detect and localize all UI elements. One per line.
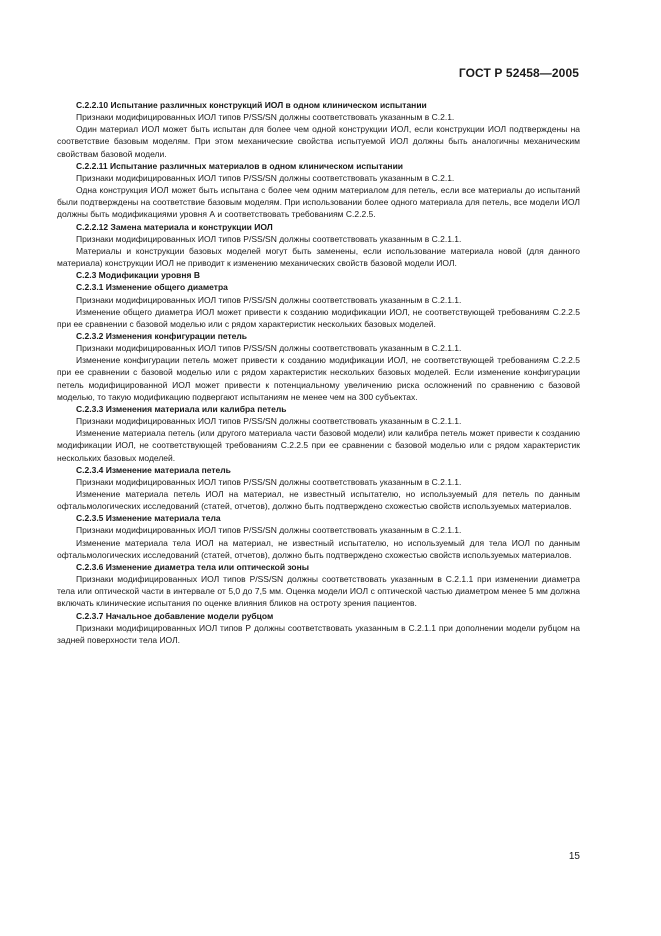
section-heading: С.2.2.10 Испытание различных конструкций ИОЛ в одном клиническом испытании xyxy=(76,100,427,110)
section-heading: С.2.2.12 Замена материала и конструкции ИОЛ xyxy=(76,221,273,232)
paragraph: Изменение конфигурации петель может привести к созданию модификации ИОЛ, не соответствующей требованиям С.2.2.5 при ее сравнении с базовой моделью или с рядом характеристик нескольких базовых моделей. Если изменение конфигурации петель модифицированной ИОЛ может привести к потенциальному увеличению риска осложнений по сравнению с базовой моделью, то такую модификацию подвергают испытаниям не менее чем на 300 субъектах. xyxy=(57,355,580,402)
paragraph: Признаки модифицированных ИОЛ типов P/SS/SN должны соответствовать указанным в С.2.1. xyxy=(76,172,455,183)
document-number: ГОСТ Р 52458—2005 xyxy=(458,66,579,80)
section-heading: С.2.3.4 Изменение материала петель xyxy=(76,464,231,475)
paragraph: Изменение материала петель (или другого материала части базовой модели) или калибра петель может привести к созданию модификации ИОЛ, не соответствующей требованиям С.2.2.5 при ее сравнении с базовой моделью или с рядом характеристик нескольких базовых моделей. xyxy=(57,428,580,463)
paragraph: Признаки модифицированных ИОЛ типов P/SS/SN должны соответствовать указанным в С.2.1.1. xyxy=(76,476,462,487)
paragraph: Признаки модифицированных ИОЛ типов P/SS/SN должны соответствовать указанным в С.2.1.1. xyxy=(76,416,462,427)
section-heading: С.2.3.3 Изменения материала или калибра петель xyxy=(76,403,287,414)
section-heading: С.2.3.1 Изменение общего диаметра xyxy=(76,282,228,293)
paragraph: Признаки модифицированных ИОЛ типов P/SS/SN должны соответствовать указанным в С.2.1.1. xyxy=(76,294,462,305)
paragraph: Признаки модифицированных ИОЛ типов P/SS/SN должны соответствовать указанным в С.2.1.1. xyxy=(76,525,462,536)
paragraph: Изменение материала петель ИОЛ на материал, не известный испытателю, но используемый для петель по данным офтальмологических исследований (статей, отчетов), должно быть подтверждено схожестью свойств используемых материалов. xyxy=(57,489,580,512)
section-heading: С.2.3.2 Изменения конфигурации петель xyxy=(76,330,247,341)
paragraph: Признаки модифицированных ИОЛ типов P/SS/SN должны соответствовать указанным в С.2.1.1 при изменении диаметра тела или оптической части в интервале от 5,0 до 7,5 мм. Оценка модели ИОЛ с оптической частью диаметром менее 5 мм должна включать клинические испытания по оценке влияния бликов на остроту зрения пациентов. xyxy=(57,574,580,609)
paragraph: Признаки модифицированных ИОЛ типов P/SS/SN должны соответствовать указанным в С.2.1.1. xyxy=(76,343,462,354)
section-heading: С.2.3 Модификации уровня В xyxy=(76,270,200,281)
paragraph: Материалы и конструкции базовых моделей могут быть заменены, если использование материала новой (для данного материала) конструкции ИОЛ не приводит к изменению механических свойств базовой модели ИОЛ. xyxy=(57,245,580,269)
page-body xyxy=(57,99,580,646)
paragraph: Изменение общего диаметра ИОЛ может привести к созданию модификации ИОЛ, не соответствующей требованиям С.2.2.5 при ее сравнении с базовой моделью или с рядом характеристик нескольких базовых моделей. xyxy=(57,306,580,329)
section-heading: С.2.3.7 Начальное добавление модели рубцом xyxy=(76,610,274,621)
section-heading: С.2.2.11 Испытание различных материалов в одном клиническом испытании xyxy=(76,160,404,171)
paragraph: Один материал ИОЛ может быть испытан для более чем одной конструкции ИОЛ, если конструкции ИОЛ подтверждены на соответствие базовым моделям. При этом механические свойства испытуемой ИОЛ должны быть аналогичны механическим свойствам базовой модели. xyxy=(57,124,580,159)
paragraph: Признаки модифицированных ИОЛ типов Р должны соответствовать указанным в С.2.1.1 при дополнении модели рубцом на задней поверхности тела ИОЛ. xyxy=(57,622,580,645)
page-number: 15 xyxy=(568,851,580,862)
section-heading: С.2.3.6 Изменение диаметра тела или оптической зоны xyxy=(76,561,310,572)
paragraph: Изменение материала тела ИОЛ на материал, не известный испытателю, но используемый для тела ИОЛ по данным офтальмологических исследований (статей, отчетов), должно быть подтверждено схожестью свойств используемых материалов. xyxy=(57,537,580,560)
paragraph: Признаки модифицированных ИОЛ типов P/SS/SN должны соответствовать указанным в С.2.1. xyxy=(76,112,455,123)
paragraph: Одна конструкция ИОЛ может быть испытана с более чем одним материалом для петель, если все материалы до испытаний были подтверждены на соответствие базовым моделям. При использовании более одного материала для петель, все модели ИОЛ должны быть модификациями уровня А и соответствовать требованиям С.2.2.5. xyxy=(57,185,580,220)
paragraph: Признаки модифицированных ИОЛ типов P/SS/SN должны соответствовать указанным в С.2.1.1. xyxy=(76,233,462,244)
section-heading: С.2.3.5 Изменение материала тела xyxy=(76,513,221,524)
